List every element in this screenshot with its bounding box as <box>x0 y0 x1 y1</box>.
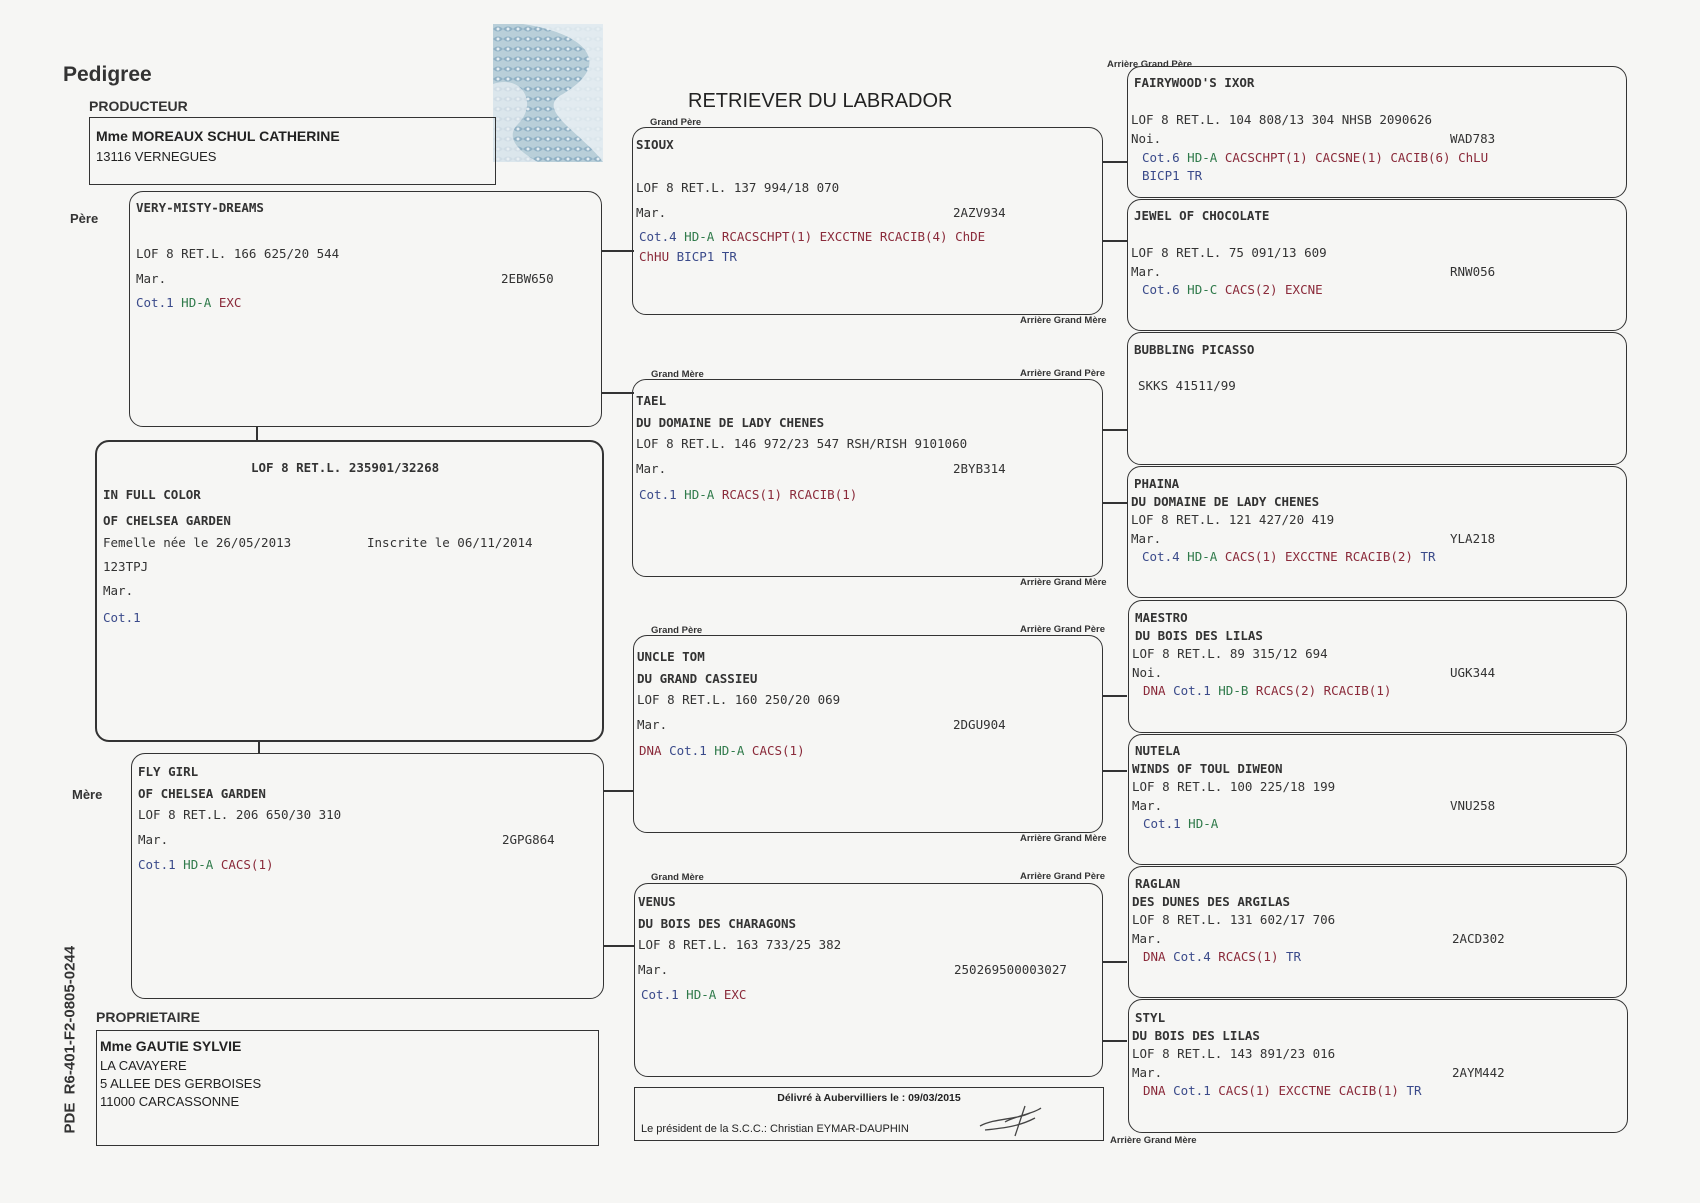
page-title: Pedigree <box>63 63 152 86</box>
gm1-agp-caption: Arrière Grand Père <box>1020 368 1106 379</box>
owner-line2: 5 ALLEE DES GERBOISES <box>100 1076 262 1091</box>
ag5-titles: DNA Cot.1 HD-B RCACS(2) RCACIB(1) <box>1143 683 1392 698</box>
ag6-name2: WINDS OF TOUL DIWEON <box>1132 761 1283 776</box>
gp2-id: 2DGU904 <box>953 717 1006 732</box>
ag4-name1: PHAINA <box>1134 476 1180 491</box>
ag5-name2: DU BOIS DES LILAS <box>1135 628 1263 643</box>
gp1-reg: LOF 8 RET.L. 137 994/18 070 <box>636 180 840 195</box>
subject-color: Mar. <box>103 583 134 598</box>
mother-id: 2GPG864 <box>502 832 555 847</box>
gp2-agm-caption: Arrière Grand Mère <box>1020 833 1107 844</box>
gm1-agm-caption: Arrière Grand Mère <box>1020 577 1107 588</box>
ag8-name1: STYL <box>1135 1010 1166 1025</box>
gp1-id: 2AZV934 <box>953 205 1006 220</box>
mere-label: Mère <box>72 787 103 802</box>
ag1-name: FAIRYWOOD'S IXOR <box>1134 75 1255 90</box>
gp2-reg: LOF 8 RET.L. 160 250/20 069 <box>637 692 841 707</box>
subject-registered: Inscrite le 06/11/2014 <box>367 535 533 550</box>
ag6-box <box>1128 734 1627 865</box>
grandsire-paternal-box <box>632 127 1103 315</box>
breeder-name: Mme MOREAUX SCHUL CATHERINE <box>96 128 340 144</box>
gm2-agp-caption: Arrière Grand Père <box>1020 871 1106 882</box>
father-reg: LOF 8 RET.L. 166 625/20 544 <box>136 246 340 261</box>
ag8-caption: Arrière Grand Mère <box>1110 1135 1197 1146</box>
subject-name1: IN FULL COLOR <box>103 487 201 502</box>
ag4-box <box>1127 466 1627 598</box>
gm1-name2: DU DOMAINE DE LADY CHENES <box>636 415 825 430</box>
gp2-color: Mar. <box>637 717 668 732</box>
ag8-reg: LOF 8 RET.L. 143 891/23 016 <box>1132 1046 1336 1061</box>
gm2-reg: LOF 8 RET.L. 163 733/25 382 <box>638 937 842 952</box>
ag4-titles: Cot.4 HD-A CACS(1) EXCCTNE RCACIB(2) TR <box>1142 549 1436 564</box>
gp1-name: SIOUX <box>636 137 674 152</box>
ag7-box <box>1128 866 1627 998</box>
gp2-name2: DU GRAND CASSIEU <box>637 671 758 686</box>
ag1-titles: Cot.6 HD-A CACSCHPT(1) CACSNE(1) CACIB(6) ChLU <box>1142 150 1489 165</box>
ag2-titles: Cot.6 HD-C CACS(2) EXCNE <box>1142 282 1323 297</box>
gm2-id: 250269500003027 <box>954 962 1067 977</box>
ag7-id: 2ACD302 <box>1452 931 1505 946</box>
owner-line3: 11000 CARCASSONNE <box>100 1094 240 1109</box>
gm2-caption: Grand Mère <box>651 872 704 883</box>
gp1-titles2: ChHU BICP1 TR <box>639 249 737 264</box>
granddam-maternal-box <box>634 883 1103 1077</box>
owner-line1: LA CAVAYERE <box>100 1058 187 1073</box>
gm1-name1: TAEL <box>636 393 667 408</box>
ag5-box <box>1128 600 1627 733</box>
gp2-name1: UNCLE TOM <box>637 649 705 664</box>
ag8-name2: DU BOIS DES LILAS <box>1132 1028 1260 1043</box>
subject-box <box>95 440 604 742</box>
ag6-color: Mar. <box>1132 798 1163 813</box>
mother-name2: OF CHELSEA GARDEN <box>138 786 266 801</box>
breeder-label: PRODUCTEUR <box>89 98 188 114</box>
subject-name2: OF CHELSEA GARDEN <box>103 513 231 528</box>
granddam-paternal-box <box>632 379 1103 577</box>
gm1-reg: LOF 8 RET.L. 146 972/23 547 RSH/RISH 9101060 <box>636 436 968 451</box>
ag2-box <box>1127 199 1627 331</box>
ag8-box <box>1128 999 1628 1133</box>
breeder-box <box>89 117 496 185</box>
ag2-reg: LOF 8 RET.L. 75 091/13 609 <box>1131 245 1327 260</box>
gm1-titles: Cot.1 HD-A RCACS(1) RCACIB(1) <box>639 487 858 502</box>
pere-label: Père <box>70 211 99 226</box>
ag8-titles: DNA Cot.1 CACS(1) EXCCTNE CACIB(1) TR <box>1143 1083 1422 1098</box>
ag2-color: Mar. <box>1131 264 1162 279</box>
ag1-titles2: BICP1 TR <box>1142 168 1203 183</box>
holographic-seal <box>493 24 603 162</box>
ag2-id: RNW056 <box>1450 264 1496 279</box>
ag5-name1: MAESTRO <box>1135 610 1188 625</box>
ag3-name: BUBBLING PICASSO <box>1134 342 1255 357</box>
gm1-id: 2BYB314 <box>953 461 1006 476</box>
ag1-caption: Arrière Grand Père <box>1107 59 1193 70</box>
gm1-color: Mar. <box>636 461 667 476</box>
ag6-name1: NUTELA <box>1135 743 1181 758</box>
delivered-text: Délivré à Aubervilliers le : 09/03/2015 <box>777 1092 961 1104</box>
ag3-reg: SKKS 41511/99 <box>1138 378 1236 393</box>
father-box <box>129 191 602 427</box>
ag1-reg: LOF 8 RET.L. 104 808/13 304 NHSB 2090626 <box>1131 112 1433 127</box>
ag1-color: Noi. <box>1131 131 1162 146</box>
ag2-name: JEWEL OF CHOCOLATE <box>1134 208 1270 223</box>
ag7-reg: LOF 8 RET.L. 131 602/17 706 <box>1132 912 1336 927</box>
mother-name1: FLY GIRL <box>138 764 199 779</box>
ag7-color: Mar. <box>1132 931 1163 946</box>
gm1-caption: Grand Mère <box>651 369 704 380</box>
ag8-color: Mar. <box>1132 1065 1163 1080</box>
ag5-color: Noi. <box>1132 665 1163 680</box>
ag6-reg: LOF 8 RET.L. 100 225/18 199 <box>1132 779 1336 794</box>
gp1-caption: Grand Père <box>650 117 702 128</box>
mother-titles: Cot.1 HD-A CACS(1) <box>138 857 274 872</box>
gp2-titles: DNA Cot.1 HD-A CACS(1) <box>639 743 805 758</box>
mother-color: Mar. <box>138 832 169 847</box>
ag8-id: 2AYM442 <box>1452 1065 1505 1080</box>
ag3-box <box>1127 332 1627 465</box>
ag4-color: Mar. <box>1131 531 1162 546</box>
gp2-agp-caption: Arrière Grand Père <box>1020 624 1106 635</box>
ag6-titles: Cot.1 HD-A <box>1143 816 1219 831</box>
ag7-name2: DES DUNES DES ARGILAS <box>1132 894 1291 909</box>
ag6-id: VNU258 <box>1450 798 1496 813</box>
ag1-box <box>1127 66 1627 198</box>
ag5-reg: LOF 8 RET.L. 89 315/12 694 <box>1132 646 1328 661</box>
gm2-color: Mar. <box>638 962 669 977</box>
subject-born: Femelle née le 26/05/2013 <box>103 535 292 550</box>
gp1-titles: Cot.4 HD-A RCACSCHPT(1) EXCCTNE RCACIB(4) ChDE <box>639 229 986 244</box>
ag7-titles: DNA Cot.4 RCACS(1) TR <box>1143 949 1302 964</box>
ag7-name1: RAGLAN <box>1135 876 1181 891</box>
grandsire-maternal-box <box>633 635 1103 833</box>
subject-reg: LOF 8 RET.L. 235901/32268 <box>251 460 440 475</box>
father-color: Mar. <box>136 271 167 286</box>
mother-reg: LOF 8 RET.L. 206 650/30 310 <box>138 807 342 822</box>
gp2-caption: Grand Père <box>651 625 703 636</box>
owner-label: PROPRIETAIRE <box>96 1009 200 1025</box>
mother-box <box>131 753 604 999</box>
gm2-titles: Cot.1 HD-A EXC <box>641 987 747 1002</box>
ag5-id: UGK344 <box>1450 665 1496 680</box>
subject-id: 123TPJ <box>103 559 149 574</box>
document-code: PDE R6-401-F2-0805-0244 <box>61 945 79 1134</box>
ag4-name2: DU DOMAINE DE LADY CHENES <box>1131 494 1320 509</box>
certification-box <box>634 1087 1104 1141</box>
signature <box>975 1098 1045 1143</box>
gp1-agm-caption: Arrière Grand Mère <box>1020 315 1107 326</box>
subject-cot: Cot.1 <box>103 610 141 625</box>
president-text: Le président de la S.C.C.: Christian EYMAR-DAUPHIN <box>641 1123 909 1135</box>
ag4-id: YLA218 <box>1450 531 1496 546</box>
owner-name: Mme GAUTIE SYLVIE <box>100 1038 242 1054</box>
ag1-id: WAD783 <box>1450 131 1496 146</box>
father-titles: Cot.1 HD-A EXC <box>136 295 242 310</box>
father-id: 2EBW650 <box>501 271 554 286</box>
gm2-name1: VENUS <box>638 894 676 909</box>
gm2-name2: DU BOIS DES CHARAGONS <box>638 916 797 931</box>
breed-title: RETRIEVER DU LABRADOR <box>688 90 953 112</box>
breeder-city: 13116 VERNEGUES <box>96 149 217 164</box>
ag4-reg: LOF 8 RET.L. 121 427/20 419 <box>1131 512 1335 527</box>
father-name: VERY-MISTY-DREAMS <box>136 200 264 215</box>
gp1-color: Mar. <box>636 205 667 220</box>
owner-box <box>96 1030 599 1146</box>
